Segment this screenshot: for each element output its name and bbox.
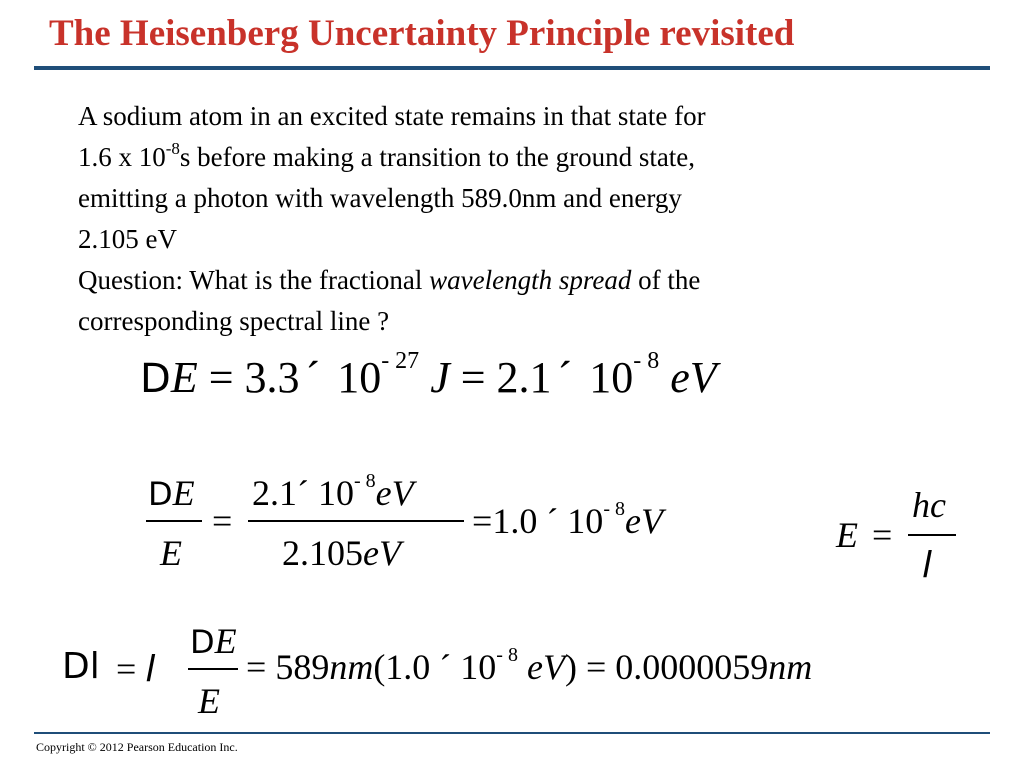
- fraction-numerator-dE: DE: [148, 473, 195, 513]
- title-underline: [34, 66, 990, 70]
- statement-line-2: 1.6 x $10^{-8}s$ before making a transition to the ground state,: [78, 139, 696, 172]
- fraction-bar: [248, 520, 464, 522]
- fraction-numerator-dE: DE: [190, 621, 237, 661]
- denominator-lambda: l: [922, 545, 933, 586]
- lhs-E: E: [836, 515, 858, 555]
- equation-energy-spread: DE = 3.3 ´ $10^{- 27}$ J = 2.1 ´ $10^{- 8}$ eV: [140, 348, 717, 402]
- fraction-denominator-E: E: [198, 681, 220, 721]
- equals-sign: =: [872, 515, 893, 555]
- equals-sign: =: [212, 501, 233, 541]
- wavelength-spread-result: = 589nm(1.0 ´ $10^{- 8}$ eV) = 0.0000059nm: [246, 644, 813, 687]
- question-line-2: corresponding spectral line ?: [78, 306, 390, 336]
- fraction-bar: [146, 520, 202, 522]
- fraction-denominator-E: E: [160, 533, 182, 573]
- lhs-delta-lambda: Dl: [62, 646, 100, 687]
- footer-rule: [34, 732, 990, 734]
- fraction-bar: [908, 534, 956, 536]
- copyright-notice: Copyright © 2012 Pearson Education Inc.: [36, 740, 238, 754]
- statement-line-4: 2.105 eV: [78, 224, 177, 254]
- fraction-bar: [188, 668, 238, 670]
- fraction-numerator-value: 2.1´ $10^{- 8}eV$: [252, 470, 414, 513]
- statement-line-3: emitting a photon with wavelength 589.0nm and energy: [78, 183, 682, 213]
- fraction-result: =1.0 ´ $10^{- 8}eV$: [472, 498, 663, 541]
- question-line-1: Question: What is the fractional wavelength spread of the: [78, 265, 701, 295]
- slide-title: The Heisenberg Uncertainty Principle revisited: [49, 13, 795, 54]
- equals-lambda: = l: [116, 649, 156, 690]
- statement-line-1: A sodium atom in an excited state remains in that state for: [78, 101, 706, 131]
- numerator-hc: hc: [912, 485, 946, 525]
- problem-statement: [78, 96, 898, 342]
- fraction-denominator-value: 2.105eV: [282, 533, 401, 573]
